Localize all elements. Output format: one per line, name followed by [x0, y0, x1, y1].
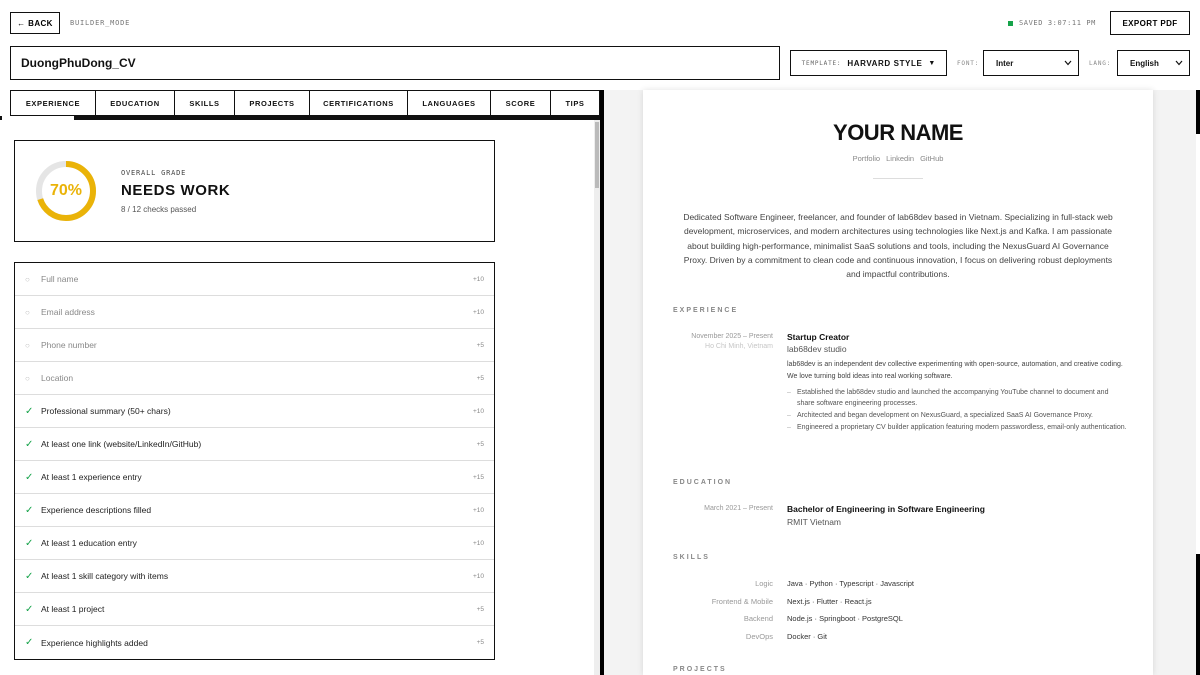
save-status: [1008, 19, 1096, 27]
skill-category: Backend: [743, 614, 773, 623]
checks-passed-count: 8 / 12 checks passed: [121, 205, 197, 214]
checkmark-icon: ✓: [25, 438, 34, 450]
checkmark-icon: ✓: [25, 537, 34, 549]
skill-items: Next.js · Flutter · React.js: [787, 597, 872, 606]
score-card: [14, 140, 495, 242]
experience-location: Ho Chi Minh, Vietnam: [705, 343, 773, 350]
checklist-points: +5: [476, 440, 484, 448]
grade-label: OVERALL GRADE: [121, 169, 187, 177]
education-degree: Bachelor of Engineering in Software Engineering: [787, 504, 985, 514]
checklist-label: Experience descriptions filled: [41, 505, 152, 515]
skill-category: Logic: [755, 579, 773, 588]
checklist-label: Experience highlights added: [41, 637, 148, 648]
cv-link-portfolio[interactable]: Portfolio: [852, 154, 881, 163]
checkmark-icon: ✓: [25, 603, 34, 615]
checklist-points: +10: [472, 506, 484, 514]
experience-date: [643, 332, 773, 352]
checklist-row: [15, 494, 494, 527]
circle-icon: ○: [25, 274, 30, 284]
experience-role: Startup Creator: [787, 332, 850, 342]
checklist-label: Location: [41, 373, 74, 383]
checkmark-icon: ✓: [25, 570, 34, 582]
tab-education[interactable]: EDUCATION: [95, 90, 174, 116]
cv-section-education-title: EDUCATION: [673, 479, 733, 486]
checkmark-icon: ✓: [25, 637, 34, 648]
checklist-label: At least 1 experience entry: [41, 472, 142, 482]
score-checklist: [14, 262, 495, 660]
tab-skills[interactable]: SKILLS: [174, 90, 234, 116]
checklist-label: At least 1 education entry: [41, 538, 137, 548]
checklist-row: [15, 296, 494, 329]
saved-status-dot-icon: [1008, 21, 1013, 26]
checklist-label: Full name: [41, 274, 79, 284]
experience-description: lab68dev is an independent dev collective experimenting with open-source, automation, and creative coding. We love turning bold ideas into real working software.: [787, 361, 1123, 380]
font-select[interactable]: [983, 50, 1079, 76]
checkmark-icon: ✓: [25, 405, 34, 417]
checklist-label: At least one link (website/LinkedIn/GitHub): [41, 439, 202, 449]
tab-active-indicator: [2, 116, 74, 120]
tab-languages[interactable]: LANGUAGES: [407, 90, 490, 116]
template-selector[interactable]: [790, 50, 947, 76]
circle-icon: ○: [25, 307, 30, 317]
checklist-row: [15, 593, 494, 626]
skill-items: Docker · Git: [787, 632, 828, 641]
score-percent: 70%: [49, 182, 83, 199]
export-pdf-button[interactable]: EXPORT PDF: [1110, 11, 1190, 35]
font-label: FONT:: [957, 60, 980, 67]
checklist-label: At least 1 skill category with items: [41, 571, 169, 581]
cv-section-projects-title: PROJECTS: [673, 666, 727, 673]
cv-section-skills-title: SKILLS: [673, 554, 710, 561]
checklist-row: [15, 329, 494, 362]
editor-scrollbar-thumb[interactable]: [595, 122, 599, 188]
checklist-row: [15, 527, 494, 560]
cv-header-divider: [873, 178, 923, 179]
tabs-underline: [0, 116, 600, 120]
document-title-input[interactable]: [10, 46, 780, 80]
skill-items: Node.js · Springboot · PostgreSQL: [787, 614, 903, 623]
cv-link-linkedin[interactable]: Linkedin: [886, 154, 915, 163]
cv-page: [643, 90, 1153, 675]
grade-value: NEEDS WORK: [121, 182, 231, 199]
checklist-row: [15, 428, 494, 461]
checklist-label: Phone number: [41, 340, 97, 350]
language-select[interactable]: [1117, 50, 1190, 76]
checkmark-icon: ✓: [25, 471, 34, 483]
checklist-row: [15, 395, 494, 428]
checklist-points: +15: [472, 473, 484, 481]
checklist-points: +10: [472, 407, 484, 415]
skill-category: DevOps: [745, 632, 773, 641]
checklist-label: Email address: [41, 307, 95, 317]
checklist-points: +5: [476, 639, 484, 646]
checklist-label: At least 1 project: [41, 604, 105, 614]
checklist-points: +10: [472, 539, 484, 547]
experience-date-range: November 2025 – Present: [691, 333, 773, 340]
education-date: March 2021 – Present: [704, 505, 773, 512]
circle-icon: ○: [25, 373, 30, 383]
education-school: RMIT Vietnam: [787, 517, 842, 527]
lang-label: LANG:: [1089, 60, 1112, 67]
cv-links: [643, 154, 1153, 163]
checklist-points: +10: [472, 275, 484, 283]
checklist-row: [15, 362, 494, 395]
checkmark-icon: ✓: [25, 504, 34, 516]
checklist-points: +10: [472, 308, 484, 316]
preview-scrollbar[interactable]: [1196, 134, 1200, 554]
font-select-value: Inter: [996, 58, 1014, 68]
experience-highlight: – Architected and began development on NexusGuard, a specialized SaaS AI Governance Proxy.: [787, 411, 1127, 422]
checklist-points: +5: [476, 605, 484, 613]
cv-section-experience-title: EXPERIENCE: [673, 307, 739, 314]
circle-icon: ○: [25, 340, 30, 350]
checklist-row: [15, 461, 494, 494]
checklist-row: [15, 263, 494, 296]
cv-link-github[interactable]: GitHub: [920, 154, 944, 163]
skill-category: Frontend & Mobile: [711, 597, 773, 606]
tab-score[interactable]: SCORE: [490, 90, 550, 116]
top-bar: [0, 0, 1200, 46]
tab-projects[interactable]: PROJECTS: [234, 90, 309, 116]
language-select-value: English: [1130, 58, 1159, 68]
checklist-points: +10: [472, 572, 484, 580]
cv-summary: Dedicated Software Engineer, freelancer, and founder of lab68dev based in Vietnam. Specializing in full-stack web development, microservices, and modern architectures using technologies like Next.js and Kafka. I am passionate about building high-performance, minimalist SaaS solutions and tools, including the NexusGuard AI Governance Proxy. Driven by a commitment to clean code and continuous innovation, I focus on delivering robust deployments and impactful contributions.: [683, 212, 1113, 280]
checklist-row: [15, 626, 494, 659]
experience-highlight: – Established the lab68dev studio and launched the accompanying YouTube channel to document and share software engineering processes.: [787, 388, 1127, 409]
tab-tips[interactable]: TIPS: [550, 90, 600, 116]
cv-name: YOUR NAME: [833, 120, 963, 145]
tab-certifications[interactable]: CERTIFICATIONS: [309, 90, 407, 116]
chevron-down-icon: [1064, 60, 1072, 66]
checklist-points: +5: [476, 341, 484, 349]
saved-status-text: SAVED 3:07:11 PM: [1018, 19, 1096, 27]
checklist-label: Professional summary (50+ chars): [41, 406, 171, 416]
builder-mode-label: BUILDER_MODE: [70, 19, 131, 27]
checklist-points: +5: [476, 374, 484, 382]
tab-experience[interactable]: EXPERIENCE: [10, 90, 95, 116]
template-label: TEMPLATE:: [801, 59, 842, 67]
caret-down-icon: ▼: [928, 59, 936, 67]
template-value: HARVARD STYLE: [847, 58, 923, 68]
experience-company: lab68dev studio: [787, 344, 847, 354]
chevron-down-icon: [1175, 60, 1183, 66]
experience-highlight: – Engineered a proprietary CV builder application featuring modern passwordless, email-only authentication.: [787, 423, 1127, 434]
skill-items: Java · Python · Typescript · Javascript: [787, 579, 914, 588]
checklist-row: [15, 560, 494, 593]
experience-highlights: [787, 388, 1127, 435]
back-button[interactable]: ← BACK: [10, 12, 60, 34]
